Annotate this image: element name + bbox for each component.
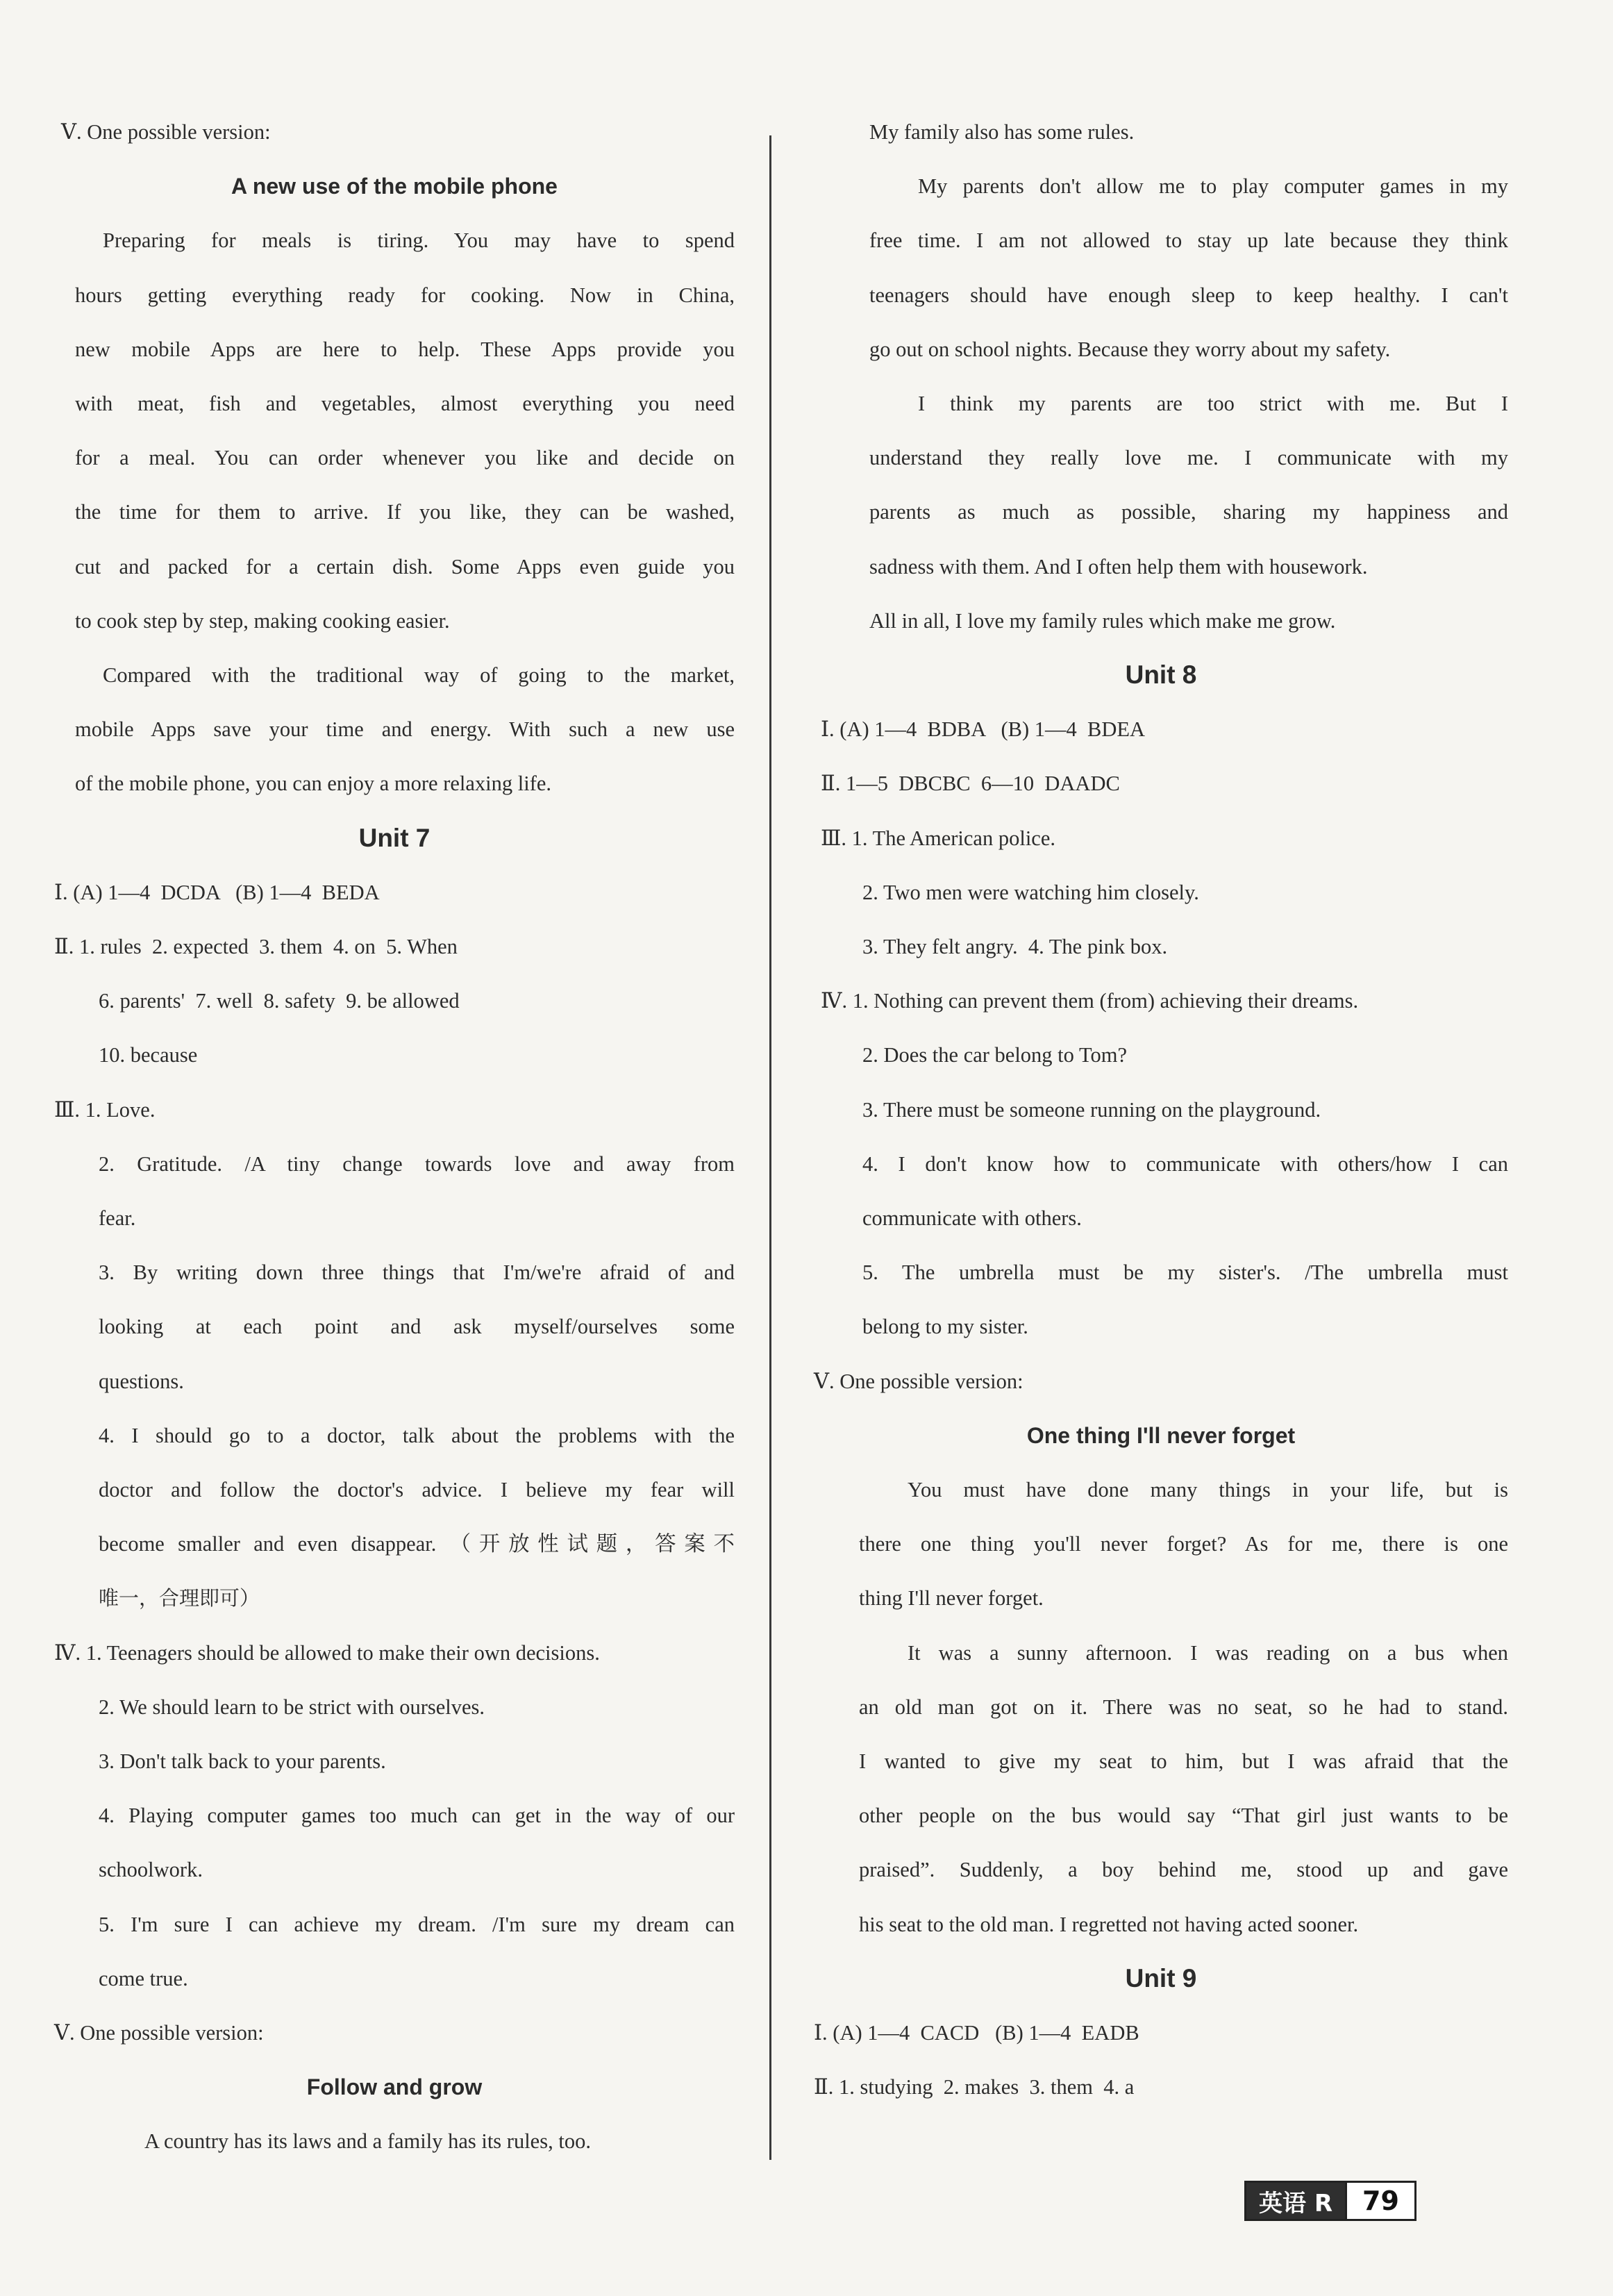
left-line: cut and packed for a certain dish. Some Apps even guide you xyxy=(75,554,735,579)
right-line: understand they really love me. I communicate with my xyxy=(869,446,1508,470)
right-line: free time. I am not allowed to stay up late because they think xyxy=(869,228,1508,253)
left-line: of the mobile phone, you can enjoy a more relaxing life. xyxy=(75,772,552,796)
left-line: 4. Playing computer games too much can get in the way of our xyxy=(99,1804,735,1828)
left-line: doctor and follow the doctor's advice. I believe my fear will xyxy=(99,1478,735,1501)
right-line: belong to my sister. xyxy=(862,1315,1028,1339)
left-line: with meat, fish and vegetables, almost everything you need xyxy=(75,392,735,415)
right-line: It was a sunny afternoon. I was reading on a bus when xyxy=(908,1640,1508,1665)
right-line: 2. Two men were watching him closely. xyxy=(862,880,1199,904)
left-line: the time for them to arrive. If you like, they can be washed, xyxy=(75,500,735,524)
left-line: Compared with the traditional way of going to the market, xyxy=(103,663,735,687)
left-line: come true. xyxy=(99,1966,188,1990)
right-line: 3. There must be someone running on the playground. xyxy=(862,1097,1321,1122)
left-line: 5. I'm sure I can achieve my dream. /I'm sure my dream can xyxy=(99,1912,735,1936)
right-line: 5. The umbrella must be my sister's. /The umbrella must xyxy=(862,1261,1508,1285)
left-line: 唯一，合理即可） xyxy=(99,1586,260,1611)
right-line: Ⅱ. 1. studying 2. makes 3. them 4. a xyxy=(814,2075,1135,2099)
left-line: 4. I should go to a doctor, talk about the problems with the xyxy=(99,1423,735,1447)
right-line: Ⅰ. (A) 1—4 BDBA (B) 1—4 BDEA xyxy=(821,717,1146,742)
right-line: You must have done many things in your life, but is xyxy=(908,1478,1508,1501)
left-line: Ⅳ. 1. Teenagers should be allowed to make their own decisions. xyxy=(54,1640,600,1665)
left-line: 10. because xyxy=(99,1043,198,1067)
left-line: 2. Gratitude. /A tiny change towards love and away from xyxy=(99,1151,735,1176)
left-line: become smaller and even disappear. （开放性试题，答案不 xyxy=(99,1532,735,1556)
right-line: Ⅰ. (A) 1—4 CACD (B) 1—4 EADB xyxy=(814,2021,1139,2045)
right-line: Ⅲ. 1. The American police. xyxy=(821,826,1055,850)
page-badge xyxy=(1244,2181,1416,2221)
right-line: 2. Does the car belong to Tom? xyxy=(862,1043,1127,1067)
left-line: questions. xyxy=(99,1369,184,1393)
left-line: fear. xyxy=(99,1206,136,1230)
left-line: hours getting everything ready for cooking. Now in China, xyxy=(75,283,735,307)
right-line: My parents don't allow me to play computer games in my xyxy=(918,174,1508,199)
left-line: A new use of the mobile phone xyxy=(231,174,558,199)
right-line: 4. I don't know how to communicate with others/how I can xyxy=(862,1151,1508,1176)
right-line: other people on the bus would say “That girl just wants to be xyxy=(859,1804,1508,1828)
right-line: teenagers should have enough sleep to keep healthy. I can't xyxy=(869,283,1508,307)
left-line: Preparing for meals is tiring. You may have to spend xyxy=(103,228,735,253)
right-line: Unit 9 xyxy=(1125,1963,1197,1993)
right-line: I wanted to give my seat to him, but I was afraid that the xyxy=(859,1749,1508,1773)
subject-label: 英语 R xyxy=(1246,2183,1345,2219)
right-line: sadness with them. And I often help them with housework. xyxy=(869,554,1368,579)
left-line: Follow and grow xyxy=(306,2074,483,2100)
left-line: Ⅰ. (A) 1—4 DCDA (B) 1—4 BEDA xyxy=(54,880,380,904)
left-line: 6. parents' 7. well 8. safety 9. be allowed xyxy=(99,989,460,1013)
left-line: schoolwork. xyxy=(99,1858,203,1882)
right-line: praised”. Suddenly, a boy behind me, stood up and gave xyxy=(859,1858,1508,1882)
left-line: 3. By writing down three things that I'm/we're afraid of and xyxy=(99,1261,735,1285)
left-line: Ⅴ. One possible version: xyxy=(61,120,271,144)
right-line: All in all, I love my family rules which make me grow. xyxy=(869,608,1336,633)
right-line: Unit 8 xyxy=(1125,660,1197,689)
left-line: 2. We should learn to be strict with ourselves. xyxy=(99,1695,485,1719)
left-line: Unit 7 xyxy=(358,823,431,852)
right-line: communicate with others. xyxy=(862,1206,1082,1230)
right-line: Ⅳ. 1. Nothing can prevent them (from) achieving their dreams. xyxy=(821,989,1359,1013)
column-divider xyxy=(769,135,771,2160)
right-line: I think my parents are too strict with me. But I xyxy=(918,392,1508,415)
page-number: 79 xyxy=(1345,2183,1414,2219)
right-line: there one thing you'll never forget? As for me, there is one xyxy=(859,1532,1508,1556)
right-line: Ⅴ. One possible version: xyxy=(814,1369,1023,1393)
left-line: new mobile Apps are here to help. These Apps provide you xyxy=(75,337,735,361)
right-line: parents as much as possible, sharing my happiness and xyxy=(869,500,1508,524)
right-line: an old man got on it. There was no seat, so he had to stand. xyxy=(859,1695,1508,1719)
left-line: for a meal. You can order whenever you like and decide on xyxy=(75,446,735,470)
right-line: Ⅱ. 1—5 DBCBC 6—10 DAADC xyxy=(821,772,1120,796)
left-line: mobile Apps save your time and energy. With such a new use xyxy=(75,717,735,742)
left-line: Ⅲ. 1. Love. xyxy=(54,1097,156,1122)
right-line: go out on school nights. Because they worry about my safety. xyxy=(869,337,1391,361)
right-line: One thing I'll never forget xyxy=(1026,1422,1296,1448)
right-line: 3. They felt angry. 4. The pink box. xyxy=(862,935,1168,958)
left-line: Ⅴ. One possible version: xyxy=(54,2021,264,2045)
left-line: to cook step by step, making cooking easier. xyxy=(75,608,450,633)
left-line: Ⅱ. 1. rules 2. expected 3. them 4. on 5. When xyxy=(54,935,458,958)
right-line: his seat to the old man. I regretted not having acted sooner. xyxy=(859,1912,1359,1936)
left-line: A country has its laws and a family has its rules, too. xyxy=(144,2129,591,2154)
left-line: 3. Don't talk back to your parents. xyxy=(99,1749,386,1773)
right-line: My family also has some rules. xyxy=(869,120,1135,144)
right-line: thing I'll never forget. xyxy=(859,1586,1044,1611)
left-line: looking at each point and ask myself/ourselves some xyxy=(99,1315,735,1339)
